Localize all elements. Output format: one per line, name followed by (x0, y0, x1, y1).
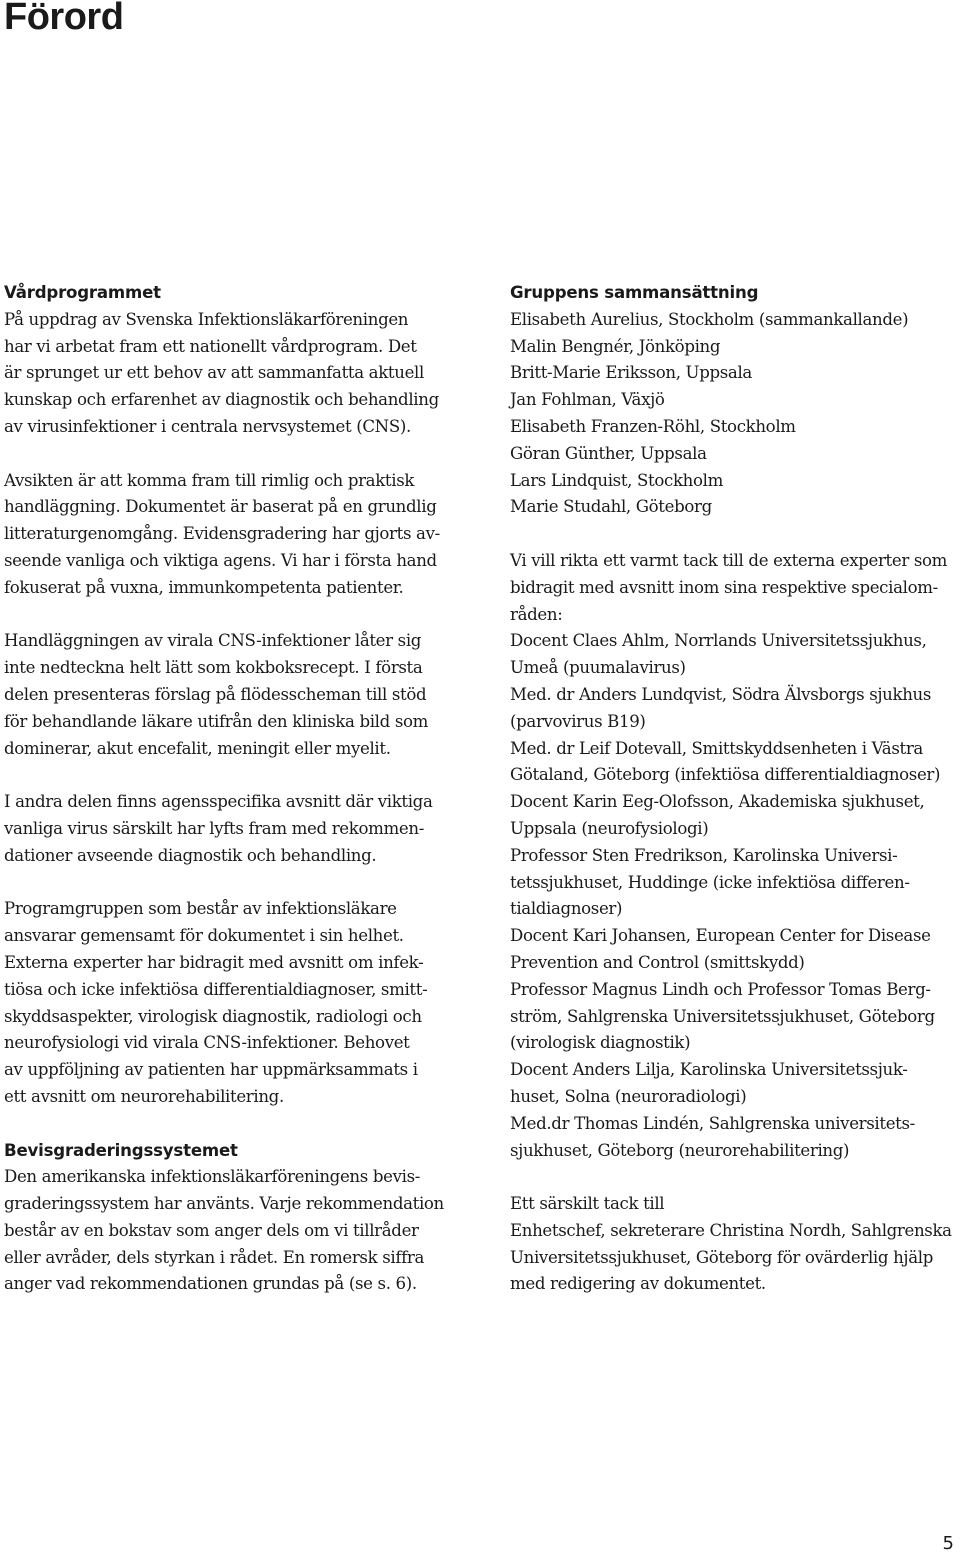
text-line: Docent Claes Ahlm, Norrlands Universitetssjukhus, (510, 631, 927, 651)
text-line: skyddsaspekter, virologisk diagnostik, radiologi och (4, 1006, 422, 1026)
text-line: Avsikten är att komma fram till rimlig och praktisk (4, 470, 415, 490)
text-line: Ett särskilt tack till (510, 1194, 665, 1214)
right-column (510, 280, 958, 1325)
text-line: (parvovirus B19) (510, 711, 646, 731)
text-line: Professor Sten Fredrikson, Karolinska Universi- (510, 845, 898, 865)
text-line: På uppdrag av Svenska Infektionsläkarföreningen (4, 309, 409, 329)
group-member: Göran Günther, Uppsala (510, 443, 707, 463)
page-number: 5 (942, 1533, 954, 1554)
text-line: ett avsnitt om neurorehabilitering. (4, 1086, 284, 1106)
text-line: av virusinfektioner i centrala nervsystemet (CNS). (4, 416, 411, 436)
group-member: Elisabeth Franzen-Röhl, Stockholm (510, 416, 796, 436)
paragraph-external-experts (510, 548, 958, 1164)
group-member: Lars Lindquist, Stockholm (510, 470, 723, 490)
text-line: ansvarar gemensamt för dokumentet i sin helhet. (4, 926, 404, 946)
text-line: vanliga virus särskilt har lyfts fram med rekommen- (4, 818, 424, 838)
text-line: Universitetssjukhuset, Göteborg för ovärderlig hjälp (510, 1247, 933, 1267)
left-column (4, 280, 452, 1325)
text-line: dominerar, akut encefalit, meningit eller myelit. (4, 738, 391, 758)
heading-vardprogrammet: Vårdprogrammet (4, 283, 161, 302)
section-vardprogrammet (4, 280, 452, 441)
group-member: Jan Fohlman, Växjö (510, 390, 665, 410)
text-line: Docent Kari Johansen, European Center for Disease (510, 926, 931, 946)
paragraph-handlaggningen (4, 628, 452, 762)
text-line: ström, Sahlgrenska Universitetssjukhuset, Göteborg (510, 1006, 935, 1026)
text-line: tetssjukhuset, Huddinge (icke infektiösa differen- (510, 872, 910, 892)
group-member: Marie Studahl, Göteborg (510, 497, 712, 517)
text-line: för behandlande läkare utifrån den kliniska bild som (4, 711, 429, 731)
text-line: har vi arbetat fram ett nationellt vårdprogram. Det (4, 336, 417, 356)
text-line: anger vad rekommendationen grundas på (se s. 6). (4, 1274, 417, 1294)
section-gruppens-sammansattning (510, 280, 958, 521)
text-line: kunskap och erfarenhet av diagnostik och behandling (4, 390, 439, 410)
group-member: Malin Bengnér, Jönköping (510, 336, 721, 356)
text-line: Professor Magnus Lindh och Professor Tomas Berg- (510, 979, 931, 999)
text-line: seende vanliga och viktiga agens. Vi har i första hand (4, 550, 437, 570)
text-line: Enhetschef, sekreterare Christina Nordh, Sahlgrenska (510, 1220, 952, 1240)
paragraph-special-thanks (510, 1191, 958, 1298)
text-line: dationer avseende diagnostik och behandling. (4, 845, 377, 865)
text-line: Götaland, Göteborg (infektiösa differentialdiagnoser) (510, 765, 941, 785)
text-line: råden: (510, 604, 563, 624)
text-line: Docent Anders Lilja, Karolinska Universitetssjuk- (510, 1060, 908, 1080)
text-line: Med. dr Leif Dotevall, Smittskyddsenheten i Västra (510, 738, 923, 758)
text-line: neurofysiologi vid virala CNS-infektioner. Behovet (4, 1033, 410, 1053)
text-line: litteraturgenomgång. Evidensgradering har gjorts av- (4, 524, 440, 544)
text-line: Uppsala (neurofysiologi) (510, 818, 709, 838)
text-line: Handläggningen av virala CNS-infektioner låter sig (4, 631, 422, 651)
text-line: handläggning. Dokumentet är baserat på en grundlig (4, 497, 437, 517)
text-line: består av en bokstav som anger dels om vi tillråder (4, 1220, 419, 1240)
text-line: huset, Solna (neuroradiologi) (510, 1086, 747, 1106)
paragraph-avsikten (4, 468, 452, 602)
text-line: bidragit med avsnitt inom sina respektive specialom- (510, 577, 938, 597)
page-title: Förord (4, 0, 124, 38)
text-line: eller avråder, dels styrkan i rådet. En romersk siffra (4, 1247, 425, 1267)
text-line: Med.dr Thomas Lindén, Sahlgrenska universitets- (510, 1113, 915, 1133)
text-line: Den amerikanska infektionsläkarföreningens bevis- (4, 1167, 420, 1187)
text-line: Med. dr Anders Lundqvist, Södra Älvsborgs sjukhus (510, 684, 932, 704)
text-line: fokuserat på vuxna, immunkompetenta patienter. (4, 577, 404, 597)
text-line: Umeå (puumalavirus) (510, 658, 686, 678)
text-line: I andra delen finns agensspecifika avsnitt där viktiga (4, 792, 433, 812)
text-line: delen presenteras förslag på flödesscheman till stöd (4, 684, 427, 704)
text-line: sjukhuset, Göteborg (neurorehabilitering) (510, 1140, 850, 1160)
text-line: Docent Karin Eeg-Olofsson, Akademiska sjukhuset, (510, 792, 925, 812)
text-line: Programgruppen som består av infektionsläkare (4, 899, 397, 919)
paragraph-andra-delen (4, 789, 452, 869)
text-line: tialdiagnoser) (510, 899, 623, 919)
heading-bevisgraderingssystemet: Bevisgraderingssystemet (4, 1140, 238, 1160)
group-member: Britt-Marie Eriksson, Uppsala (510, 363, 752, 383)
heading-gruppens-sammansattning: Gruppens sammansättning (510, 283, 759, 302)
text-line: av uppföljning av patienten har uppmärksammats i (4, 1060, 418, 1080)
text-line: Prevention and Control (smittskydd) (510, 952, 805, 972)
text-line: (virologisk diagnostik) (510, 1033, 691, 1053)
text-line: Vi vill rikta ett varmt tack till de externa experter som (510, 550, 948, 570)
section-bevisgradering (4, 1138, 452, 1299)
paragraph-programgruppen (4, 896, 452, 1110)
text-line: är sprunget ur ett behov av att sammanfatta aktuell (4, 363, 424, 383)
text-line: med redigering av dokumentet. (510, 1274, 766, 1294)
text-line: graderingssystem har använts. Varje rekommendation (4, 1194, 444, 1214)
group-member: Elisabeth Aurelius, Stockholm (sammankallande) (510, 309, 909, 329)
text-line: tiösa och icke infektiösa differentialdiagnoser, smitt- (4, 979, 428, 999)
text-line: Externa experter har bidragit med avsnitt om infek- (4, 952, 424, 972)
text-line: inte nedteckna helt lätt som kokboksrecept. I första (4, 658, 423, 678)
